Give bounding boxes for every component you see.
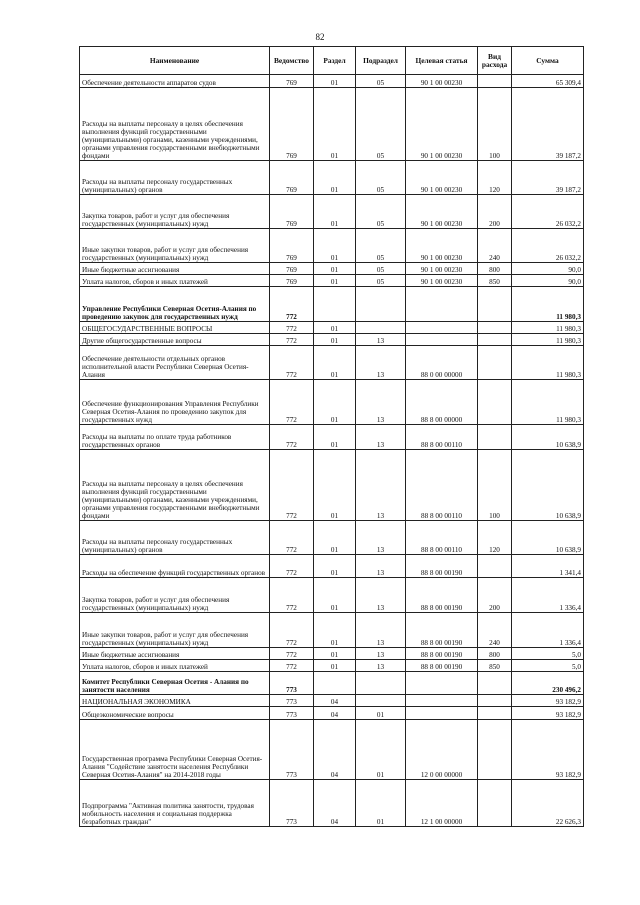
row-amount: 26 032,2 — [512, 195, 584, 229]
row-name: Обеспечение деятельности аппаратов судов — [80, 75, 270, 88]
row-amount: 26 032,2 — [512, 229, 584, 263]
row-name: Управление Республики Северная Осетия-Алания по проведению закупок для государственных нужд — [80, 287, 270, 322]
row-name: НАЦИОНАЛЬНАЯ ЭКОНОМИКА — [80, 695, 270, 707]
row-section: 01 — [314, 161, 356, 195]
row-amount: 10 638,9 — [512, 425, 584, 450]
header-subsection: Подраздел — [356, 47, 406, 75]
row-amount: 5,0 — [512, 660, 584, 672]
row-section: 01 — [314, 275, 356, 287]
row-section: 01 — [314, 346, 356, 380]
row-subsection — [356, 672, 406, 695]
row-target-item: 90 1 00 00230 — [406, 229, 478, 263]
row-department: 772 — [270, 334, 314, 346]
row-subsection: 01 — [356, 720, 406, 780]
table-row — [80, 275, 584, 287]
row-expense-type — [478, 780, 512, 827]
row-expense-type — [478, 707, 512, 720]
row-name: Уплата налогов, сборов и иных платежей — [80, 275, 270, 287]
row-section: 01 — [314, 88, 356, 161]
row-department: 772 — [270, 555, 314, 578]
row-amount: 11 980,3 — [512, 334, 584, 346]
row-name: Государственная программа Республики Северная Осетия-Алания "Содействие занятости населения Республики Северная Осетия-Алания" на 2014-2018 годы — [80, 720, 270, 780]
row-target-item: 90 1 00 00230 — [406, 195, 478, 229]
table-row — [80, 555, 584, 578]
row-department: 772 — [270, 380, 314, 425]
row-target-item: 88 8 00 00190 — [406, 613, 478, 648]
row-department: 769 — [270, 195, 314, 229]
row-name: Иные бюджетные ассигнования — [80, 648, 270, 660]
row-department: 772 — [270, 613, 314, 648]
row-name: Иные закупки товаров, работ и услуг для обеспечения государственных (муниципальных) нужд — [80, 229, 270, 263]
row-subsection: 01 — [356, 707, 406, 720]
row-subsection: 05 — [356, 88, 406, 161]
row-target-item: 88 8 00 00190 — [406, 648, 478, 660]
row-expense-type — [478, 555, 512, 578]
header-target-item: Целевая статья — [406, 47, 478, 75]
row-expense-type: 200 — [478, 195, 512, 229]
table-row — [80, 229, 584, 263]
row-section: 01 — [314, 555, 356, 578]
row-department: 772 — [270, 450, 314, 521]
row-target-item: 88 8 00 00190 — [406, 660, 478, 672]
row-subsection — [356, 287, 406, 322]
row-department: 773 — [270, 780, 314, 827]
row-expense-type: 200 — [478, 578, 512, 613]
row-expense-type: 100 — [478, 450, 512, 521]
row-expense-type: 120 — [478, 161, 512, 195]
budget-table — [79, 46, 584, 827]
row-expense-type — [478, 425, 512, 450]
row-expense-type — [478, 720, 512, 780]
row-target-item — [406, 287, 478, 322]
row-department: 773 — [270, 695, 314, 707]
page-number: 82 — [315, 32, 325, 42]
row-subsection: 13 — [356, 346, 406, 380]
row-subsection: 05 — [356, 75, 406, 88]
row-subsection: 05 — [356, 195, 406, 229]
row-department: 773 — [270, 720, 314, 780]
row-amount: 39 187,2 — [512, 161, 584, 195]
row-section — [314, 672, 356, 695]
table-row — [80, 287, 584, 322]
row-name: Расходы на выплаты по оплате труда работников государственных органов — [80, 425, 270, 450]
row-expense-type — [478, 380, 512, 425]
row-name: Обеспечение деятельности отдельных органов исполнительной власти Республики Северная Осетия-Алания — [80, 346, 270, 380]
row-amount: 22 626,3 — [512, 780, 584, 827]
row-section: 04 — [314, 707, 356, 720]
header-department: Ведомство — [270, 47, 314, 75]
row-expense-type: 240 — [478, 229, 512, 263]
table-row — [80, 613, 584, 648]
row-amount: 1 336,4 — [512, 613, 584, 648]
row-amount: 11 980,3 — [512, 287, 584, 322]
row-subsection — [356, 322, 406, 334]
table-row — [80, 161, 584, 195]
row-name: Подпрограмма "Активная политика занятости, трудовая мобильность населения и социальная поддержка безработных граждан" — [80, 780, 270, 827]
table-row — [80, 75, 584, 88]
row-name: Общеэкономические вопросы — [80, 707, 270, 720]
row-target-item — [406, 322, 478, 334]
row-section: 04 — [314, 720, 356, 780]
row-subsection: 13 — [356, 578, 406, 613]
row-target-item: 90 1 00 00230 — [406, 263, 478, 275]
row-department: 772 — [270, 425, 314, 450]
row-section: 01 — [314, 322, 356, 334]
row-department: 769 — [270, 88, 314, 161]
table-row — [80, 720, 584, 780]
row-amount: 93 182,9 — [512, 720, 584, 780]
row-name: Другие общегосударственные вопросы — [80, 334, 270, 346]
row-department: 769 — [270, 161, 314, 195]
row-department: 772 — [270, 287, 314, 322]
row-name: Обеспечение функционирования Управления Республики Северная Осетия-Алания по проведению закупок для государственных нужд — [80, 380, 270, 425]
row-section: 01 — [314, 648, 356, 660]
row-subsection: 13 — [356, 450, 406, 521]
row-target-item: 90 1 00 00230 — [406, 88, 478, 161]
row-amount: 10 638,9 — [512, 450, 584, 521]
row-section: 01 — [314, 660, 356, 672]
row-section: 01 — [314, 380, 356, 425]
row-name: Уплата налогов, сборов и иных платежей — [80, 660, 270, 672]
row-section: 01 — [314, 425, 356, 450]
row-name: Расходы на выплаты персоналу государственных (муниципальных) органов — [80, 521, 270, 555]
row-department: 769 — [270, 263, 314, 275]
row-department: 772 — [270, 322, 314, 334]
row-department: 769 — [270, 229, 314, 263]
row-expense-type: 850 — [478, 660, 512, 672]
row-subsection: 13 — [356, 425, 406, 450]
row-department: 772 — [270, 521, 314, 555]
row-section: 01 — [314, 229, 356, 263]
table-row — [80, 780, 584, 827]
table-row — [80, 578, 584, 613]
row-department: 773 — [270, 672, 314, 695]
row-target-item: 88 0 00 00000 — [406, 346, 478, 380]
row-section: 01 — [314, 334, 356, 346]
row-section: 01 — [314, 613, 356, 648]
row-subsection: 13 — [356, 521, 406, 555]
row-expense-type — [478, 322, 512, 334]
row-expense-type — [478, 75, 512, 88]
row-amount: 65 309,4 — [512, 75, 584, 88]
row-department: 772 — [270, 648, 314, 660]
row-target-item: 88 8 00 00110 — [406, 521, 478, 555]
row-subsection: 05 — [356, 275, 406, 287]
row-department: 773 — [270, 707, 314, 720]
row-expense-type — [478, 695, 512, 707]
table-row — [80, 425, 584, 450]
row-amount: 11 980,3 — [512, 380, 584, 425]
row-section: 04 — [314, 780, 356, 827]
row-amount: 90,0 — [512, 263, 584, 275]
row-department: 769 — [270, 275, 314, 287]
row-expense-type: 800 — [478, 648, 512, 660]
table-header-row — [80, 47, 584, 75]
row-name: Иные закупки товаров, работ и услуг для обеспечения государственных (муниципальных) нужд — [80, 613, 270, 648]
row-expense-type: 100 — [478, 88, 512, 161]
row-name: Расходы на выплаты персоналу в целях обеспечения выполнения функций государственными (муниципальными) органами, казенными учреждениями, органами управления государственными внебюджетными фондами — [80, 450, 270, 521]
row-subsection: 05 — [356, 229, 406, 263]
row-expense-type: 240 — [478, 613, 512, 648]
header-section: Раздел — [314, 47, 356, 75]
row-expense-type: 120 — [478, 521, 512, 555]
row-subsection: 05 — [356, 263, 406, 275]
row-subsection: 13 — [356, 613, 406, 648]
row-department: 772 — [270, 578, 314, 613]
row-section — [314, 287, 356, 322]
row-target-item — [406, 695, 478, 707]
row-section: 01 — [314, 75, 356, 88]
row-amount: 1 336,4 — [512, 578, 584, 613]
row-name: Расходы на выплаты персоналу в целях обеспечения выполнения функций государственными (муниципальными) органами, казенными учреждениями, органами управления государственными внебюджетными фондами — [80, 88, 270, 161]
header-amount: Сумма — [512, 47, 584, 75]
table-row — [80, 322, 584, 334]
row-target-item: 12 1 00 00000 — [406, 780, 478, 827]
row-expense-type: 850 — [478, 275, 512, 287]
row-amount: 5,0 — [512, 648, 584, 660]
row-amount: 90,0 — [512, 275, 584, 287]
row-amount: 93 182,9 — [512, 695, 584, 707]
row-name: Расходы на обеспечение функций государственных органов — [80, 555, 270, 578]
row-expense-type — [478, 334, 512, 346]
table-row — [80, 263, 584, 275]
row-department: 769 — [270, 75, 314, 88]
table-row — [80, 346, 584, 380]
table-row — [80, 672, 584, 695]
row-department: 772 — [270, 660, 314, 672]
row-amount: 93 182,9 — [512, 707, 584, 720]
table-row — [80, 521, 584, 555]
row-target-item: 88 8 00 00000 — [406, 380, 478, 425]
row-name: Иные бюджетные ассигнования — [80, 263, 270, 275]
row-target-item: 90 1 00 00230 — [406, 161, 478, 195]
row-target-item — [406, 672, 478, 695]
row-target-item: 88 8 00 00190 — [406, 578, 478, 613]
row-name: Расходы на выплаты персоналу государственных (муниципальных) органов — [80, 161, 270, 195]
row-name: Комитет Республики Северная Осетия - Алания по занятости населения — [80, 672, 270, 695]
row-target-item: 90 1 00 00230 — [406, 275, 478, 287]
row-department: 772 — [270, 346, 314, 380]
header-name: Наименование — [80, 47, 270, 75]
row-section: 01 — [314, 578, 356, 613]
table-row — [80, 648, 584, 660]
row-amount: 39 187,2 — [512, 88, 584, 161]
row-target-item: 90 1 00 00230 — [406, 75, 478, 88]
table-row — [80, 334, 584, 346]
row-name: Закупка товаров, работ и услуг для обеспечения государственных (муниципальных) нужд — [80, 578, 270, 613]
table-row — [80, 380, 584, 425]
row-name: Закупка товаров, работ и услуг для обеспечения государственных (муниципальных) нужд — [80, 195, 270, 229]
row-amount: 11 980,3 — [512, 346, 584, 380]
row-target-item — [406, 707, 478, 720]
row-expense-type — [478, 672, 512, 695]
row-subsection: 01 — [356, 780, 406, 827]
row-subsection: 13 — [356, 648, 406, 660]
row-section: 01 — [314, 263, 356, 275]
row-subsection: 13 — [356, 380, 406, 425]
header-expense-type: Вид расхода — [478, 47, 512, 75]
row-amount: 230 496,2 — [512, 672, 584, 695]
row-amount: 1 341,4 — [512, 555, 584, 578]
table-row — [80, 695, 584, 707]
row-section: 01 — [314, 521, 356, 555]
row-target-item: 88 8 00 00190 — [406, 555, 478, 578]
row-subsection: 13 — [356, 334, 406, 346]
row-section: 01 — [314, 195, 356, 229]
table-row — [80, 88, 584, 161]
row-subsection: 13 — [356, 660, 406, 672]
table-row — [80, 707, 584, 720]
table-row — [80, 450, 584, 521]
row-target-item: 88 8 00 00110 — [406, 425, 478, 450]
row-expense-type — [478, 346, 512, 380]
row-amount: 11 980,3 — [512, 322, 584, 334]
row-target-item: 12 0 00 00000 — [406, 720, 478, 780]
row-amount: 10 638,9 — [512, 521, 584, 555]
row-section: 04 — [314, 695, 356, 707]
row-target-item — [406, 334, 478, 346]
row-name: ОБЩЕГОСУДАРСТВЕННЫЕ ВОПРОСЫ — [80, 322, 270, 334]
row-expense-type — [478, 287, 512, 322]
row-subsection: 13 — [356, 555, 406, 578]
row-expense-type: 800 — [478, 263, 512, 275]
row-section: 01 — [314, 450, 356, 521]
row-subsection — [356, 695, 406, 707]
row-subsection: 05 — [356, 161, 406, 195]
table-row — [80, 660, 584, 672]
row-target-item: 88 8 00 00110 — [406, 450, 478, 521]
table-row — [80, 195, 584, 229]
